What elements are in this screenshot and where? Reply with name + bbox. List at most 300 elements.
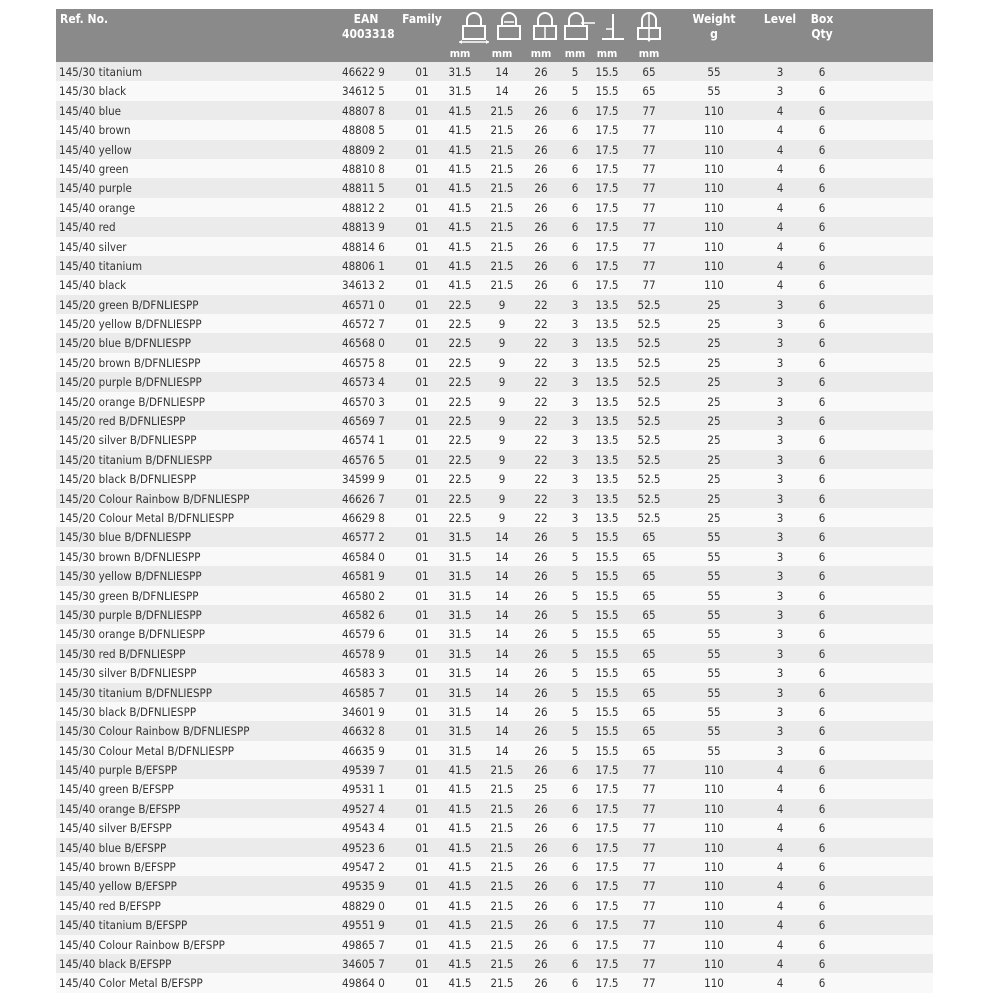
weight-cell: 110 (704, 200, 724, 215)
box-qty-cell: 6 (818, 666, 826, 681)
table-row (56, 62, 933, 81)
family-cell: 01 (415, 239, 429, 254)
ref-no-cell: 145/40 green B/EFSPP (59, 782, 174, 797)
shackle-diameter-cell: 5 (571, 588, 579, 603)
total-height-cell: 65 (642, 685, 656, 700)
ean-cell: 48810 8 (342, 161, 385, 176)
level-cell: 3 (776, 607, 784, 622)
table-row (56, 799, 933, 818)
shackle-diameter-cell: 5 (571, 607, 579, 622)
header-weight-label: Weight (692, 12, 736, 26)
header-family: Family (402, 12, 442, 26)
ean-cell: 46568 0 (342, 336, 385, 351)
shackle-clearance-cell: 21.5 (490, 898, 514, 913)
shackle-height-cell: 15.5 (595, 685, 619, 700)
body-height-cell: 26 (534, 142, 548, 157)
shackle-clearance-cell: 14 (495, 704, 509, 719)
level-cell: 3 (776, 666, 784, 681)
shackle-height-cell: 17.5 (595, 879, 619, 894)
shackle-diameter-cell: 5 (571, 685, 579, 700)
body-height-cell: 26 (534, 646, 548, 661)
ean-cell: 46579 6 (342, 627, 385, 642)
level-cell: 4 (776, 239, 784, 254)
family-cell: 01 (415, 879, 429, 894)
body-width-cell: 31.5 (448, 743, 472, 758)
body-width-cell: 31.5 (448, 588, 472, 603)
body-width-cell: 31.5 (448, 724, 472, 739)
family-cell: 01 (415, 65, 429, 79)
ean-cell: 49527 4 (342, 801, 385, 816)
total-height-cell: 77 (642, 801, 656, 816)
shackle-height-cell: 17.5 (595, 103, 619, 118)
ean-cell: 49864 0 (342, 976, 385, 991)
level-cell: 3 (776, 704, 784, 719)
shackle-diameter-cell: 6 (571, 898, 579, 913)
shackle-height-cell: 13.5 (595, 472, 619, 487)
ean-cell: 46570 3 (342, 394, 385, 409)
shackle-diameter-cell: 5 (571, 549, 579, 564)
family-cell: 01 (415, 918, 429, 933)
family-cell: 01 (415, 472, 429, 487)
ean-cell: 46578 9 (342, 646, 385, 661)
body-width-cell: 41.5 (448, 782, 472, 797)
shackle-diameter-cell: 6 (571, 937, 579, 952)
ean-cell: 46576 5 (342, 452, 385, 467)
weight-cell: 25 (707, 472, 721, 487)
total-height-cell: 77 (642, 258, 656, 273)
body-width-cell: 41.5 (448, 956, 472, 971)
table-row (56, 295, 933, 314)
body-width-cell: 41.5 (448, 801, 472, 816)
ref-no-cell: 145/40 silver (59, 239, 127, 254)
body-width-cell: 22.5 (448, 452, 472, 467)
weight-cell: 110 (704, 937, 724, 952)
weight-cell: 110 (704, 821, 724, 836)
weight-cell: 25 (707, 433, 721, 448)
weight-cell: 110 (704, 860, 724, 875)
total-height-cell: 65 (642, 724, 656, 739)
table-row (56, 566, 933, 585)
body-height-cell: 22 (534, 297, 548, 312)
ref-no-cell: 145/20 orange B/DFNLIESPP (59, 394, 206, 409)
shackle-clearance-cell: 21.5 (490, 840, 514, 855)
level-cell: 4 (776, 278, 784, 293)
level-cell: 4 (776, 142, 784, 157)
shackle-height-cell: 13.5 (595, 336, 619, 351)
body-height-cell: 22 (534, 394, 548, 409)
shackle-clearance-cell: 9 (498, 375, 506, 390)
shackle-clearance-cell: 9 (498, 452, 506, 467)
box-qty-cell: 6 (818, 181, 826, 196)
weight-cell: 110 (704, 142, 724, 157)
shackle-clearance-cell: 9 (498, 336, 506, 351)
weight-cell: 110 (704, 840, 724, 855)
table-row (56, 353, 933, 372)
box-qty-cell: 6 (818, 956, 826, 971)
ean-cell: 49535 9 (342, 879, 385, 894)
body-height-cell: 26 (534, 685, 548, 700)
total-height-cell: 52.5 (637, 491, 661, 506)
ean-cell: 46571 0 (342, 297, 385, 312)
shackle-clearance-cell: 21.5 (490, 821, 514, 836)
family-cell: 01 (415, 414, 429, 429)
level-cell: 4 (776, 161, 784, 176)
ref-no-cell: 145/40 brown (59, 123, 131, 138)
body-height-cell: 25 (534, 782, 548, 797)
body-height-cell: 22 (534, 452, 548, 467)
ref-no-cell: 145/40 black (59, 278, 127, 293)
shackle-diameter-icon (562, 11, 596, 45)
total-height-cell: 77 (642, 181, 656, 196)
body-width-cell: 22.5 (448, 336, 472, 351)
body-width-cell: 31.5 (448, 685, 472, 700)
level-cell: 3 (776, 84, 784, 99)
header-ean-label: EAN (353, 12, 379, 26)
table-row (56, 411, 933, 430)
total-height-cell: 77 (642, 220, 656, 235)
body-height-cell: 26 (534, 976, 548, 991)
family-cell: 01 (415, 394, 429, 409)
table-row (56, 372, 933, 391)
family-cell: 01 (415, 123, 429, 138)
family-cell: 01 (415, 142, 429, 157)
body-height-cell: 26 (534, 860, 548, 875)
shackle-height-cell: 17.5 (595, 898, 619, 913)
shackle-clearance-cell: 21.5 (490, 860, 514, 875)
weight-cell: 25 (707, 452, 721, 467)
box-qty-cell: 6 (818, 607, 826, 622)
shackle-height-cell: 17.5 (595, 840, 619, 855)
family-cell: 01 (415, 685, 429, 700)
family-cell: 01 (415, 103, 429, 118)
body-width-cell: 22.5 (448, 394, 472, 409)
shackle-clearance-cell: 14 (495, 646, 509, 661)
ean-cell: 49539 7 (342, 763, 385, 778)
shackle-diameter-cell: 6 (571, 860, 579, 875)
table-row (56, 333, 933, 352)
body-height-cell: 26 (534, 898, 548, 913)
shackle-height-cell: 15.5 (595, 704, 619, 719)
weight-cell: 55 (707, 607, 721, 622)
level-cell: 4 (776, 801, 784, 816)
table-row (56, 178, 933, 197)
weight-cell: 25 (707, 375, 721, 390)
ref-no-cell: 145/30 yellow B/DFNLIESPP (59, 569, 202, 584)
level-cell: 3 (776, 452, 784, 467)
shackle-height-cell: 15.5 (595, 646, 619, 661)
family-cell: 01 (415, 297, 429, 312)
ean-cell: 49547 2 (342, 860, 385, 875)
box-qty-cell: 6 (818, 840, 826, 855)
header-level: Level (763, 12, 797, 26)
shackle-diameter-cell: 5 (571, 704, 579, 719)
ref-no-cell: 145/30 green B/DFNLIESPP (59, 588, 199, 603)
table-row (56, 81, 933, 100)
box-qty-cell: 6 (818, 375, 826, 390)
padlock-total-height-icon (634, 11, 664, 45)
shackle-height-cell: 17.5 (595, 220, 619, 235)
shackle-clearance-cell: 14 (495, 666, 509, 681)
box-qty-cell: 6 (818, 355, 826, 370)
body-height-cell: 26 (534, 161, 548, 176)
ref-no-cell: 145/40 yellow (59, 142, 132, 157)
weight-cell: 25 (707, 491, 721, 506)
box-qty-cell: 6 (818, 317, 826, 332)
body-width-cell: 41.5 (448, 200, 472, 215)
weight-cell: 110 (704, 123, 724, 138)
ref-no-cell: 145/40 Colour Rainbow B/EFSPP (59, 937, 225, 952)
shackle-height-cell: 13.5 (595, 375, 619, 390)
total-height-cell: 52.5 (637, 433, 661, 448)
level-cell: 3 (776, 569, 784, 584)
family-cell: 01 (415, 763, 429, 778)
product-spec-table (56, 9, 933, 993)
ean-cell: 48813 9 (342, 220, 385, 235)
total-height-cell: 65 (642, 65, 656, 79)
shackle-clearance-cell: 21.5 (490, 239, 514, 254)
total-height-cell: 77 (642, 161, 656, 176)
body-width-cell: 31.5 (448, 530, 472, 545)
total-height-cell: 77 (642, 200, 656, 215)
body-height-cell: 26 (534, 549, 548, 564)
weight-cell: 110 (704, 898, 724, 913)
box-qty-cell: 6 (818, 433, 826, 448)
shackle-diameter-cell: 6 (571, 220, 579, 235)
shackle-height-cell: 13.5 (595, 355, 619, 370)
ref-no-cell: 145/30 black B/DFNLIESPP (59, 704, 197, 719)
level-cell: 4 (776, 763, 784, 778)
ref-no-cell: 145/20 red B/DFNLIESPP (59, 414, 186, 429)
ref-no-cell: 145/40 brown B/EFSPP (59, 860, 176, 875)
ref-no-cell: 145/40 silver B/EFSPP (59, 821, 172, 836)
ean-cell: 48814 6 (342, 239, 385, 254)
level-cell: 3 (776, 355, 784, 370)
body-width-cell: 41.5 (448, 278, 472, 293)
ref-no-cell: 145/20 purple B/DFNLIESPP (59, 375, 202, 390)
level-cell: 3 (776, 646, 784, 661)
table-row (56, 140, 933, 159)
ref-no-cell: 145/40 red (59, 220, 116, 235)
level-cell: 3 (776, 375, 784, 390)
body-width-cell: 22.5 (448, 510, 472, 525)
shackle-height-cell: 15.5 (595, 530, 619, 545)
weight-cell: 55 (707, 646, 721, 661)
level-cell: 3 (776, 336, 784, 351)
body-height-cell: 26 (534, 956, 548, 971)
level-cell: 3 (776, 472, 784, 487)
shackle-diameter-cell: 6 (571, 181, 579, 196)
weight-cell: 110 (704, 258, 724, 273)
shackle-clearance-cell: 21.5 (490, 123, 514, 138)
table-row (56, 527, 933, 546)
body-height-cell: 26 (534, 588, 548, 603)
ref-no-cell: 145/40 red B/EFSPP (59, 898, 161, 913)
ean-cell: 46574 1 (342, 433, 385, 448)
level-cell: 3 (776, 65, 784, 79)
weight-cell: 55 (707, 569, 721, 584)
shackle-height-cell: 17.5 (595, 161, 619, 176)
table-row (56, 159, 933, 178)
weight-cell: 110 (704, 220, 724, 235)
family-cell: 01 (415, 161, 429, 176)
shackle-clearance-cell: 9 (498, 414, 506, 429)
shackle-clearance-cell: 21.5 (490, 782, 514, 797)
body-width-cell: 31.5 (448, 666, 472, 681)
shackle-diameter-cell: 6 (571, 161, 579, 176)
box-qty-cell: 6 (818, 258, 826, 273)
level-cell: 3 (776, 549, 784, 564)
shackle-diameter-cell: 6 (571, 821, 579, 836)
ean-cell: 46629 8 (342, 510, 385, 525)
shackle-height-cell: 15.5 (595, 569, 619, 584)
shackle-clearance-cell: 9 (498, 317, 506, 332)
total-height-cell: 65 (642, 530, 656, 545)
shackle-height-cell: 17.5 (595, 860, 619, 875)
level-cell: 3 (776, 433, 784, 448)
ref-no-cell: 145/40 orange B/EFSPP (59, 801, 181, 816)
shackle-diameter-cell: 6 (571, 258, 579, 273)
level-cell: 3 (776, 491, 784, 506)
unit-label: mm (638, 47, 660, 60)
shackle-clearance-cell: 21.5 (490, 278, 514, 293)
level-cell: 4 (776, 937, 784, 952)
ref-no-cell: 145/30 blue B/DFNLIESPP (59, 530, 191, 545)
family-cell: 01 (415, 937, 429, 952)
weight-cell: 110 (704, 161, 724, 176)
total-height-cell: 52.5 (637, 297, 661, 312)
body-height-cell: 26 (534, 724, 548, 739)
shackle-diameter-cell: 3 (571, 472, 579, 487)
family-cell: 01 (415, 355, 429, 370)
table-row (56, 779, 933, 798)
total-height-cell: 77 (642, 123, 656, 138)
shackle-diameter-cell: 3 (571, 394, 579, 409)
box-qty-cell: 6 (818, 394, 826, 409)
box-qty-cell: 6 (818, 142, 826, 157)
shackle-diameter-cell: 5 (571, 569, 579, 584)
total-height-cell: 77 (642, 239, 656, 254)
box-qty-cell: 6 (818, 491, 826, 506)
family-cell: 01 (415, 627, 429, 642)
total-height-cell: 77 (642, 142, 656, 157)
table-row (56, 721, 933, 740)
table-row (56, 489, 933, 508)
header-ean (342, 12, 395, 42)
shackle-height-cell: 15.5 (595, 65, 619, 79)
shackle-height-cell: 15.5 (595, 627, 619, 642)
level-cell: 3 (776, 394, 784, 409)
ean-cell: 48808 5 (342, 123, 385, 138)
ean-cell: 49551 9 (342, 918, 385, 933)
level-cell: 4 (776, 860, 784, 875)
ref-no-cell: 145/40 blue B/EFSPP (59, 840, 167, 855)
ref-no-cell: 145/40 orange (59, 200, 136, 215)
header-box-qty (804, 12, 840, 42)
body-width-cell: 22.5 (448, 355, 472, 370)
shackle-height-cell: 15.5 (595, 743, 619, 758)
header-weight-unit: g (710, 27, 718, 41)
ean-cell: 46581 9 (342, 569, 385, 584)
ref-no-cell: 145/40 yellow B/EFSPP (59, 879, 177, 894)
body-width-cell: 22.5 (448, 317, 472, 332)
shackle-clearance-cell: 14 (495, 84, 509, 99)
box-qty-cell: 6 (818, 646, 826, 661)
shackle-diameter-cell: 3 (571, 452, 579, 467)
table-row (56, 237, 933, 256)
ref-no-cell: 145/40 purple B/EFSPP (59, 763, 178, 778)
box-qty-cell: 6 (818, 704, 826, 719)
table-row (56, 857, 933, 876)
total-height-cell: 77 (642, 956, 656, 971)
header-qty-label: Qty (811, 27, 833, 41)
ean-cell: 46632 8 (342, 724, 385, 739)
shackle-height-cell: 15.5 (595, 84, 619, 99)
shackle-height-cell: 13.5 (595, 510, 619, 525)
ref-no-cell: 145/30 Colour Metal B/DFNLIESPP (59, 743, 235, 758)
box-qty-cell: 6 (818, 801, 826, 816)
shackle-height-cell: 17.5 (595, 258, 619, 273)
body-width-cell: 41.5 (448, 898, 472, 913)
header-ref-no: Ref. No. (60, 12, 109, 26)
body-width-cell: 41.5 (448, 918, 472, 933)
body-width-cell: 41.5 (448, 103, 472, 118)
ean-cell: 46569 7 (342, 414, 385, 429)
ref-no-cell: 145/30 titanium B/DFNLIESPP (59, 685, 212, 700)
weight-cell: 110 (704, 879, 724, 894)
table-row (56, 605, 933, 624)
header-weight (689, 12, 739, 42)
total-height-cell: 65 (642, 666, 656, 681)
weight-cell: 110 (704, 801, 724, 816)
box-qty-cell: 6 (818, 336, 826, 351)
total-height-cell: 52.5 (637, 375, 661, 390)
shackle-diameter-cell: 5 (571, 84, 579, 99)
body-height-cell: 26 (534, 84, 548, 99)
shackle-diameter-cell: 5 (571, 530, 579, 545)
weight-cell: 110 (704, 763, 724, 778)
box-qty-cell: 6 (818, 200, 826, 215)
box-qty-cell: 6 (818, 763, 826, 778)
box-qty-cell: 6 (818, 103, 826, 118)
weight-cell: 25 (707, 317, 721, 332)
body-width-cell: 22.5 (448, 433, 472, 448)
table-row (56, 392, 933, 411)
table-row (56, 450, 933, 469)
body-width-cell: 31.5 (448, 607, 472, 622)
box-qty-cell: 6 (818, 627, 826, 642)
body-height-cell: 26 (534, 801, 548, 816)
family-cell: 01 (415, 607, 429, 622)
body-width-cell: 31.5 (448, 627, 472, 642)
ean-cell: 46626 7 (342, 491, 385, 506)
level-cell: 3 (776, 724, 784, 739)
family-cell: 01 (415, 375, 429, 390)
ref-no-cell: 145/30 red B/DFNLIESPP (59, 646, 186, 661)
body-width-cell: 22.5 (448, 491, 472, 506)
total-height-cell: 77 (642, 976, 656, 991)
total-height-cell: 65 (642, 743, 656, 758)
ref-no-cell: 145/30 purple B/DFNLIESPP (59, 607, 202, 622)
box-qty-cell: 6 (818, 297, 826, 312)
table-row (56, 915, 933, 934)
shackle-height-cell: 13.5 (595, 317, 619, 332)
shackle-diameter-cell: 6 (571, 239, 579, 254)
table-body (56, 62, 933, 993)
shackle-clearance-cell: 14 (495, 549, 509, 564)
shackle-diameter-cell: 3 (571, 336, 579, 351)
body-height-cell: 26 (534, 763, 548, 778)
family-cell: 01 (415, 704, 429, 719)
